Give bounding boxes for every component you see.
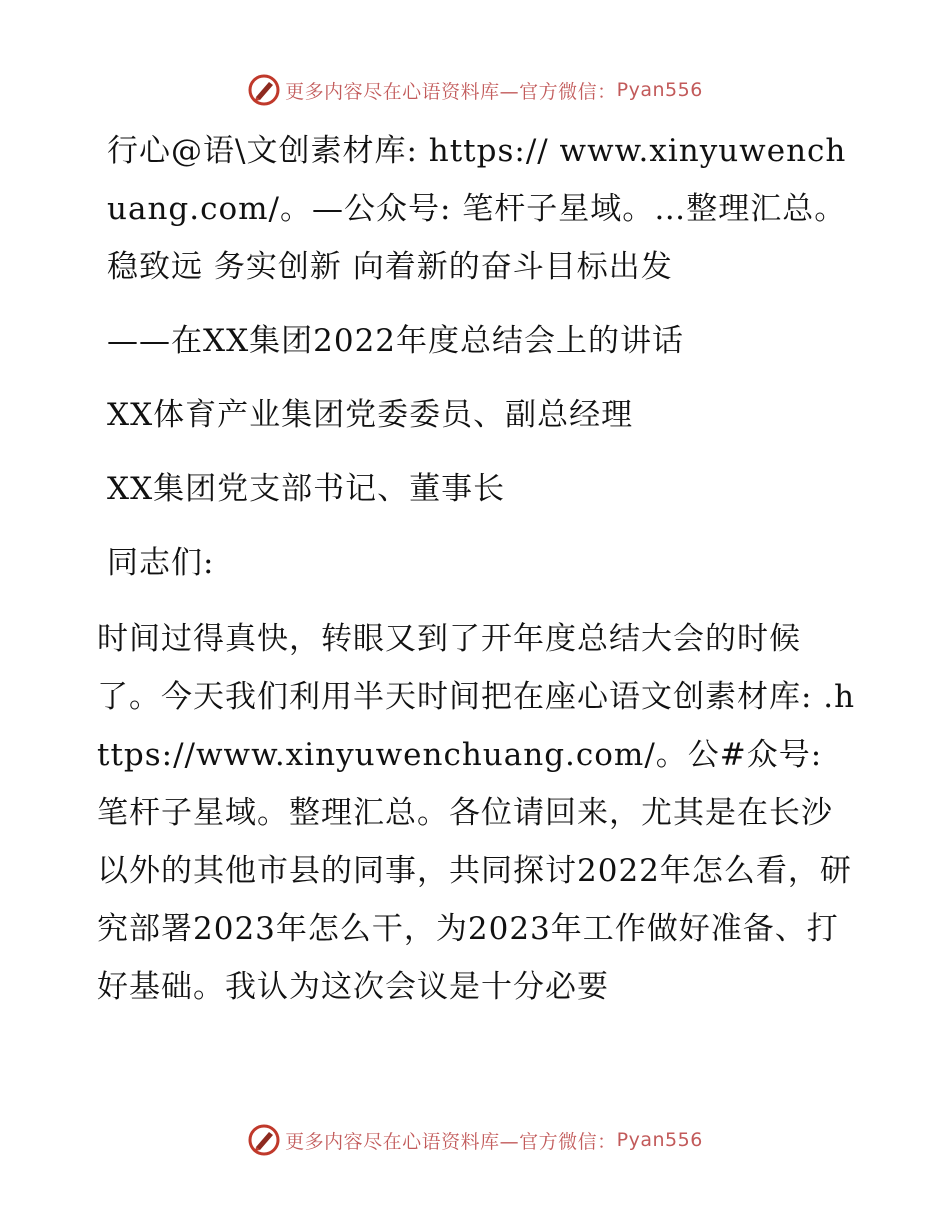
banner-wechat-id: Pyan556 xyxy=(616,79,703,101)
subtitle: ——在XX集团2022年度总结会上的讲话 xyxy=(107,323,685,359)
document-body xyxy=(97,122,857,1016)
logo-icon xyxy=(247,73,281,107)
footer-banner xyxy=(0,1120,950,1160)
salutation: 同志们: xyxy=(107,545,215,581)
author-line-1: XX体育产业集团党委委员、副总经理 xyxy=(107,397,634,433)
author-line-2: XX集团党支部书记、董事长 xyxy=(107,471,506,507)
banner-wechat-id: Pyan556 xyxy=(616,1129,703,1151)
body-paragraph: 时间过得真快，转眼又到了开年度总结大会的时候了。今天我们利用半天时间把在座心语文创素材库: .https://www.xinyuwenchuang.com/。公#众号: 笔杆子星域。整理汇总。各位请回来，尤其是在长沙以外的其他市县的同事，共同探讨2022年怎么看，研究部署2023年怎么干，为2023年工作做好准备、打好基础。我认为这次会议是十分必要 xyxy=(97,621,856,1005)
banner-text: 更多内容尽在心语资料库—官方微信： xyxy=(285,80,617,103)
intro-paragraph: 行心@语\文创素材库: https:// www.xinyuwenchuang.com/。—公众号: 笔杆子星域。…整理汇总。稳致远 务实创新 向着新的奋斗目标出发 xyxy=(107,133,847,285)
banner-text: 更多内容尽在心语资料库—官方微信： xyxy=(285,1130,617,1153)
header-banner xyxy=(0,70,950,110)
logo-icon xyxy=(247,1123,281,1157)
